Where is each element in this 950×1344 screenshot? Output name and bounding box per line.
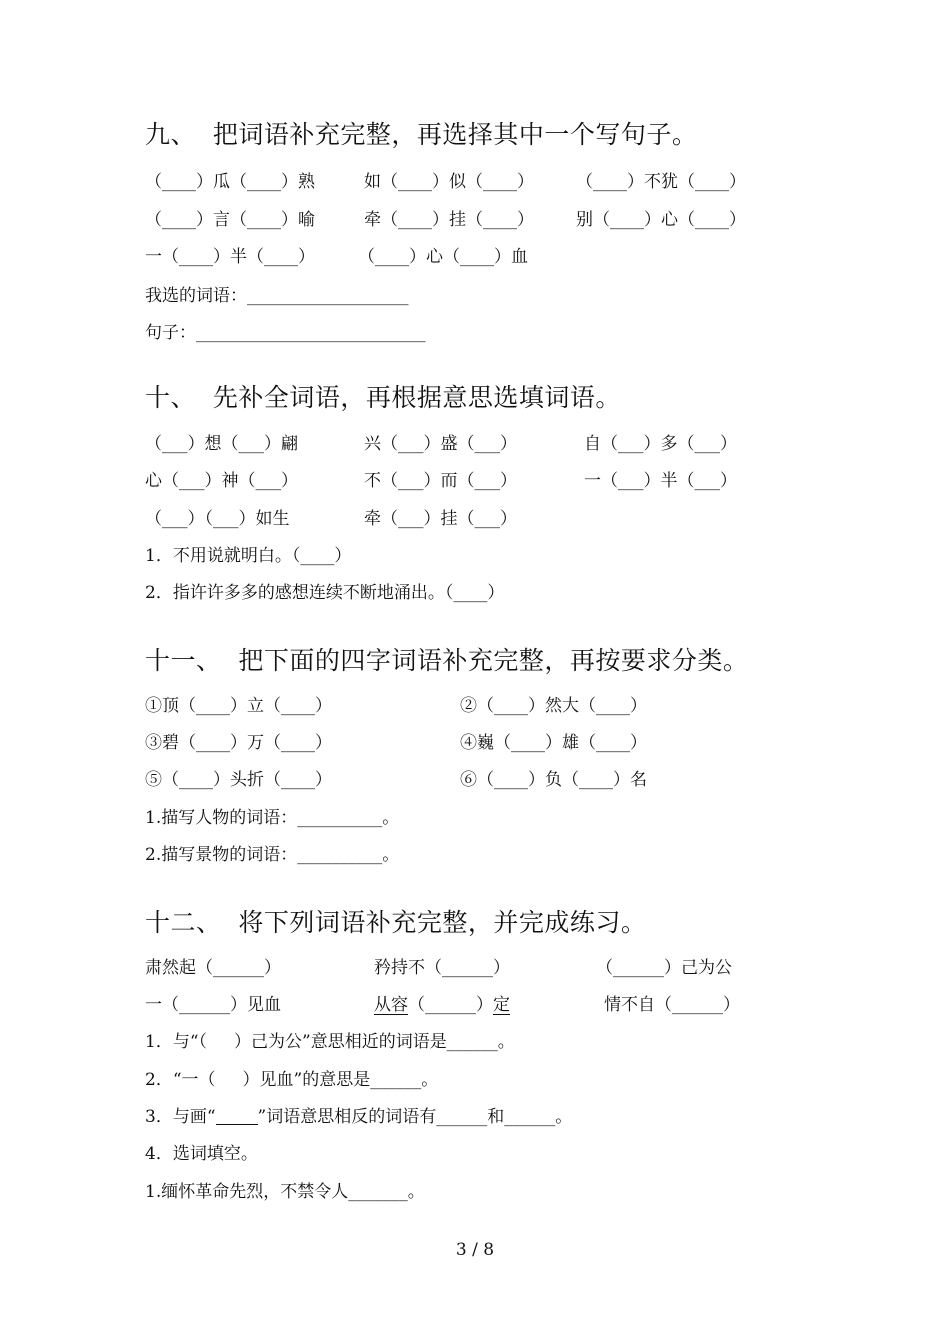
s10-q1: 1．不用说就明白。（____） bbox=[145, 546, 352, 566]
s9-r2-c2: 牵（____）挂（____） bbox=[364, 210, 534, 230]
section-11-heading: 十一、 把下面的四字词语补充完整，再按要求分类。 bbox=[145, 646, 749, 675]
s12-underlined-word-1: 从容 bbox=[374, 995, 408, 1015]
s10-r1-c1: （___）想（___）翩 bbox=[145, 434, 298, 454]
s9-r2-c1: （____）言（____）喻 bbox=[145, 210, 315, 230]
s10-r1-c3: 自（___）多（___） bbox=[584, 434, 737, 454]
s12-r2-c2-blank: （______） bbox=[408, 995, 493, 1015]
s9-r1-c1: （____）瓜（____）熟 bbox=[145, 172, 315, 192]
s9-r2-c3: 别（____）心（____） bbox=[576, 210, 746, 230]
s11-r3-c1: ⑤（____）头折（____） bbox=[145, 770, 332, 790]
s12-q2: 2．“一（ ）见血”的意思是______。 bbox=[145, 1070, 439, 1090]
s12-r2-c3: 情不自（______） bbox=[604, 995, 740, 1015]
s11-r2-c2: ④巍（____）雄（____） bbox=[460, 733, 647, 753]
s12-q4: 4．选词填空。 bbox=[145, 1144, 258, 1164]
s9-sentence: 句子：___________________________ bbox=[145, 323, 426, 343]
s12-underlined-word-2: 定 bbox=[493, 995, 510, 1015]
page-number: 3 / 8 bbox=[455, 1240, 495, 1260]
s12-q3 bbox=[145, 1107, 572, 1127]
s9-chosen-word: 我选的词语：___________________ bbox=[145, 286, 409, 306]
s12-q3-end: ”词语意思相反的词语有______和______。 bbox=[257, 1107, 573, 1127]
s11-q2: 2.描写景物的词语：__________。 bbox=[145, 845, 400, 865]
s12-r2-c2 bbox=[374, 995, 510, 1015]
s9-r1-c2: 如（____）似（____） bbox=[364, 172, 534, 192]
underline-sample-mark bbox=[216, 1110, 258, 1125]
s10-r2-c1: 心（___）神（___） bbox=[145, 471, 298, 491]
s10-r3-c1: （___）（___）如生 bbox=[145, 509, 290, 529]
s9-r3-c2: （____）心（____）血 bbox=[358, 247, 528, 267]
s9-r1-c3: （____）不犹（____） bbox=[576, 172, 746, 192]
s11-r3-c2: ⑥（____）负（____）名 bbox=[460, 770, 647, 790]
s9-r3-c1: 一（____）半（____） bbox=[145, 247, 315, 267]
s10-r3-c2: 牵（___）挂（___） bbox=[364, 509, 517, 529]
s11-r1-c1: ①顶（____）立（____） bbox=[145, 696, 332, 716]
s12-q5: 1.缅怀革命先烈，不禁令人_______。 bbox=[145, 1182, 425, 1202]
s10-r2-c3: 一（___）半（___） bbox=[584, 471, 737, 491]
s11-r1-c2: ②（____）然大（____） bbox=[460, 696, 647, 716]
s10-r1-c2: 兴（___）盛（___） bbox=[364, 434, 517, 454]
s12-r1-c2: 矜持不（______） bbox=[374, 958, 510, 978]
section-9-heading: 九、 把词语补充完整，再选择其中一个写句子。 bbox=[145, 120, 698, 149]
s12-q1: 1．与“（ ）己为公”意思相近的词语是______。 bbox=[145, 1032, 515, 1052]
s12-r1-c3: （______）己为公 bbox=[596, 958, 732, 978]
s12-r2-c1: 一（______）见血 bbox=[145, 995, 281, 1015]
s10-q2: 2．指许许多多的感想连续不断地涌出。（____） bbox=[145, 583, 505, 603]
section-12-heading: 十二、 将下列词语补充完整，并完成练习。 bbox=[145, 908, 647, 937]
s12-r1-c1: 肃然起（______） bbox=[145, 958, 281, 978]
section-10-heading: 十、 先补全词语，再根据意思选填词语。 bbox=[145, 383, 621, 412]
s10-r2-c2: 不（___）而（___） bbox=[364, 471, 517, 491]
s12-q3-start: 3．与画“ bbox=[145, 1107, 216, 1127]
s11-q1: 1.描写人物的词语：__________。 bbox=[145, 808, 400, 828]
s11-r2-c1: ③碧（____）万（____） bbox=[145, 733, 332, 753]
